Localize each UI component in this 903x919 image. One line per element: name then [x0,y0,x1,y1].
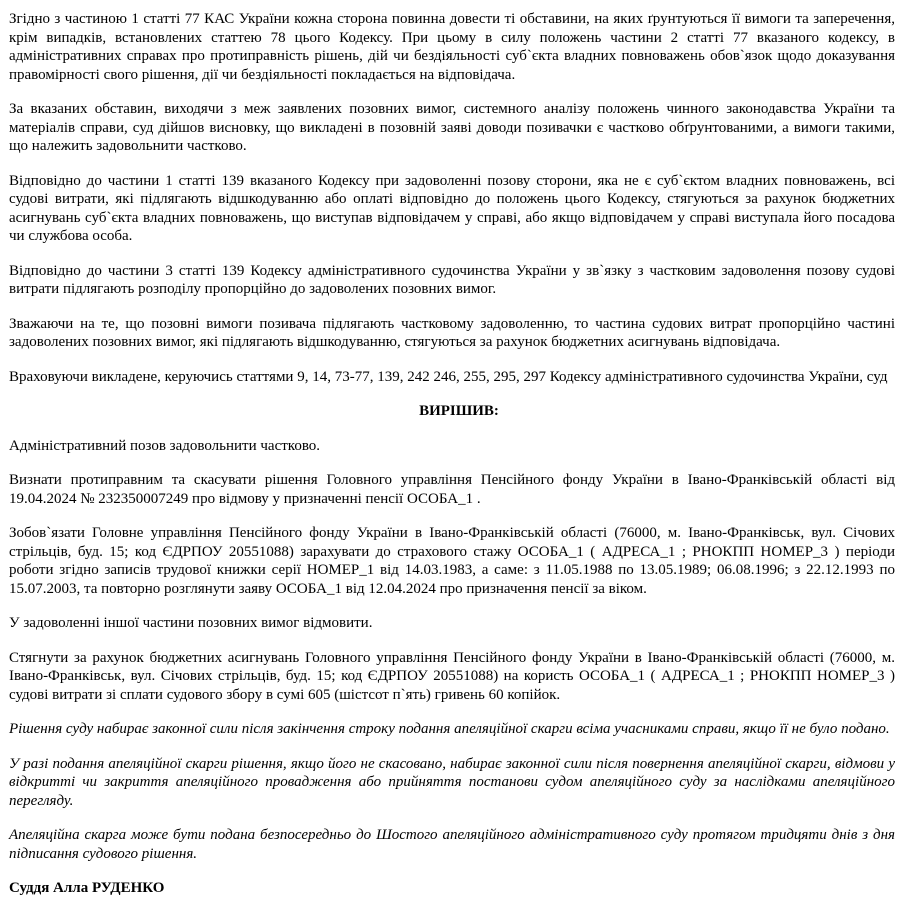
paragraph-appeal-effect: У разі подання апеляційної скарги рішення, якщо його не скасовано, набирає законної сили після повернення апеляційної скарги, відмови у відкритті чи закриття апеляційного провадження або прийняття постанови судом апеляційного суду за наслідками апеляційного перегляду. [9,755,895,809]
paragraph-recover-costs: Стягнути за рахунок бюджетних асигнувань Головного управління Пенсійного фонду України в Івано-Франківській області (76000, м. Івано-Франківськ, вул. Січових стрільців, буд. 15; код ЄДРПОУ 20551088) на користь ОСОБА_1 ( АДРЕСА_1 ; РНОКПП НОМЕР_3 ) судові витрати зі сплати судового збору в сумі 605 (шістсот п`ять) гривень 60 копійок. [9,649,895,703]
paragraph-costs-part-1: Відповідно до частини 1 статті 139 вказаного Кодексу при задоволенні позову сторони, яка не є суб`єктом владних повноважень, всі судові витрати, які підлягають відшкодуванню або оплаті відповідно до положень цього Кодексу, стягуються за рахунок бюджетних асигнувань суб`єкта владних повноважень, що виступав відповідачем у справі, або якщо відповідачем у справі виступала його посадова чи службова особа. [9,172,895,244]
paragraph-costs-part-3: Відповідно до частини 3 статті 139 Кодексу адміністративного судочинства України у зв`язку з частковим задоволення позову судові витрати підлягають розподілу пропорційно до задоволених позовних вимог. [9,262,895,297]
paragraph-appeal-court: Апеляційна скарга може бути подана безпосередньо до Шостого апеляційного адміністративного суду протягом тридцяти днів з дня підписання судового рішення. [9,827,895,862]
paragraph-oblige-respondent: Зобов`язати Головне управління Пенсійного фонду України в Івано-Франківській області (76000, м. Івано-Франківськ, вул. Січових стрільців, буд. 15; код ЄДРПОУ 20551088) зарахувати до страхового стажу ОСОБА_1 ( АДРЕСА_1 ; РНОКПП НОМЕР_3 ) періоди роботи згідно записів трудової книжки серії НОМЕР_1 від 14.03.1983, а саме: з 11.05.1988 по 13.05.1989; 06.08.1996; з 22.12.1993 по 15.07.2003, та повторно розглянути заяву ОСОБА_1 від 12.04.2024 про призначення пенсії за віком. [9,525,895,597]
paragraph-court-conclusion: За вказаних обставин, виходячи з меж заявлених позовних вимог, системного аналізу положень чинного законодавства України та матеріалів справи, суд дійшов висновку, що викладені в позовній заяві доводи позивачки є частково обґрунтованими, а вимоги такими, що належить задовольнити частково. [9,101,895,154]
paragraph-deny-remaining: У задоволенні іншої частини позовних вимог відмовити. [9,615,373,631]
judge-signature: Суддя Алла РУДЕНКО [9,880,165,896]
paragraph-claim-partially-granted: Адміністративний позов задовольнити частково. [9,437,321,454]
paragraph-entry-into-force: Рішення суду набирає законної сили після закінчення строку подання апеляційної скарги всіма учасниками справи, якщо її не було подано. [9,721,890,737]
decision-heading: ВИРІШИВ: [419,403,499,419]
paragraph-costs-proportional: Зважаючи на те, що позовні вимоги позивача підлягають частковому задоволенню, то частина судових витрат пропорційно частині задоволених позовних вимог, які підлягають відшкодуванню, стягуються за рахунок бюджетних асигнувань відповідача. [9,315,895,350]
paragraph-annul-decision: Визнати протиправним та скасувати рішення Головного управління Пенсійного фонду України в Івано-Франківській області від 19.04.2024 № 232350007249 про відмову у призначенні пенсії ОСОБА_1 . [9,472,895,507]
paragraph-considering: Враховуючи викладене, керуючись статтями 9, 14, 73-77, 139, 242 246, 255, 295, 297 Кодексу адміністративного судочинства України, суд [9,368,888,385]
paragraph-burden-of-proof: Згідно з частиною 1 статті 77 КАС України кожна сторона повинна довести ті обставини, на яких ґрунтуються її вимоги та заперечення, крім випадків, встановлених статтею 78 цього Кодексу. При цьому в силу положень частини 2 статті 77 вказаного кодексу, в адміністративних справах про протиправність рішень, дій чи бездіяльності суб`єкта владних повноважень обов`язок щодо доказування правомірності свого рішення, дії чи бездіяльності покладається на відповідача. [9,11,895,83]
